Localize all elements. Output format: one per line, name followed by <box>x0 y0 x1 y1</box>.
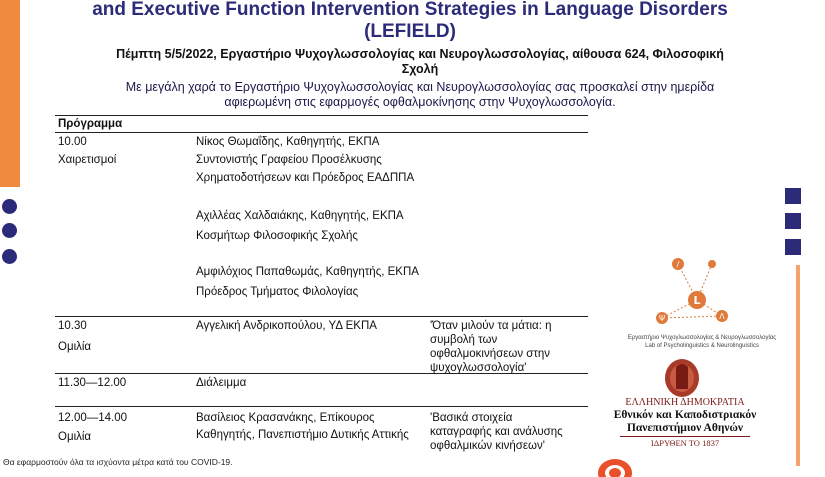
bullet-dot-3 <box>2 249 17 264</box>
bullet-dot-2 <box>2 223 17 238</box>
university-divider <box>620 436 750 437</box>
topic-row-2-line-2: συμβολή των <box>430 334 498 346</box>
university-line-2: Εθνικόν και Καποδιστριακόν <box>613 409 757 421</box>
university-seal-icon <box>662 357 702 399</box>
speaker-3-line-1: Αμφιλόχιος Παπαθωμάς, Καθηγητής, ΕΚΠΑ <box>196 266 419 278</box>
speaker-row-2: Αγγελική Ανδρικοπούλου, ΥΔ ΕΚΠΑ <box>196 320 377 332</box>
type-row-1: Χαιρετισμοί <box>58 154 117 166</box>
university-line-1: ΕΛΛΗΝΙΚΗ ΔΗΜΟΚΡΑΤΙΑ <box>625 397 745 408</box>
topic-row-4-line-1: 'Βασικά στοιχεία <box>430 412 513 424</box>
speaker-1-line-3: Χρηματοδοτήσεων και Πρόεδρος ΕΑΔΠΠΑ <box>196 172 415 184</box>
break-label: Διάλειμμα <box>196 377 247 389</box>
network-link-5 <box>662 316 722 318</box>
node-label-3: Ψ <box>658 314 666 323</box>
invitation-line-2: αφιερωμένη στις εφαρμογές οφθαλμοκίνησης στην Ψυχογλωσσολογία. <box>224 95 616 109</box>
event-title-line-2: (LEFIELD) <box>364 21 456 42</box>
speaker-2-line-1: Αχιλλέας Χαλδαιάκης, Καθηγητής, ΕΚΠΑ <box>196 210 404 222</box>
lab-caption-english: Lab of Psycholinguistics & Neurolinguistics <box>645 343 759 349</box>
lab-network-logo <box>640 248 764 338</box>
topic-row-2-line-1: 'Όταν μιλούν τα μάτια: η <box>430 320 552 332</box>
type-row-4: Ομιλία <box>58 431 92 443</box>
university-name-block <box>600 397 770 448</box>
table-row-rule-3 <box>55 406 588 407</box>
bullet-dot-1 <box>2 199 17 214</box>
speaker-2-line-2: Κοσμήτωρ Φιλοσοφικής Σχολής <box>196 230 358 242</box>
speaker-3-line-2: Πρόεδρος Τμήματος Φιλολογίας <box>196 286 359 298</box>
event-date-line-2: Σχολή <box>401 62 439 76</box>
speaker-1-line-1: Νίκος Θωμαΐδης, Καθηγητής, ΕΚΠΑ <box>196 136 380 148</box>
time-row-4: 12.00—14.00 <box>58 412 128 424</box>
event-title-line-1: and Executive Function Intervention Strategies in Language Disorders <box>92 0 728 20</box>
table-top-rule <box>55 115 588 116</box>
topic-row-4-line-2: καταγραφής και ανάλυσης <box>430 426 563 438</box>
square-marker-1 <box>785 188 801 204</box>
university-founded: ΙΔΡΥΘΕΝ ΤΟ 1837 <box>650 438 720 448</box>
topic-row-2-line-3: οφθαλμοκινήσεων στην <box>430 348 551 360</box>
node-label-4: Λ <box>719 312 725 321</box>
square-marker-3 <box>785 239 801 255</box>
network-node-2 <box>708 260 716 268</box>
time-row-2: 10.30 <box>58 320 87 332</box>
node-label-1: / <box>676 260 680 269</box>
university-line-3: Πανεπιστήμιον Αθηνών <box>626 422 744 434</box>
speaker-1-line-2: Συντονιστής Γραφείου Προσέλκυσης <box>196 154 382 166</box>
partner-logo-icon <box>596 457 634 477</box>
event-date-line-1: Πέμπτη 5/5/2022, Εργαστήριο Ψυχογλωσσολογίας και Νευρογλωσσολογίας, αίθουσα 624, Φιλοσοφική <box>116 47 724 61</box>
right-accent-bar <box>796 265 800 466</box>
time-row-1: 10.00 <box>58 136 87 148</box>
program-heading: Πρόγραμμα <box>58 118 123 130</box>
type-row-2: Ομιλία <box>58 341 92 353</box>
lab-caption-greek: Εργαστήριο Ψυχογλωσσολογίας & Νευρογλωσσολογίας <box>627 335 777 341</box>
speaker-row-4-line-2: Καθηγητής, Πανεπιστήμιο Δυτικής Αττικής <box>196 429 409 441</box>
covid-notice: Θα εφαρμοστούν όλα τα ισχύοντα μέτρα κατά του COVID-19. <box>3 457 233 467</box>
topic-row-2-line-4: ψυχογλωσσολογία' <box>430 362 527 374</box>
time-row-3: 11.30—12.00 <box>58 377 127 389</box>
node-label-center: L <box>693 294 701 307</box>
left-accent-bar <box>0 0 20 187</box>
speaker-row-4-line-1: Βασίλειος Κρασανάκης, Επίκουρος <box>196 412 375 424</box>
lab-logo-caption <box>612 334 792 350</box>
invitation-line-1: Με μεγάλη χαρά το Εργαστήριο Ψυχογλωσσολογίας και Νευρογλωσσολογίας σας προσκαλεί στην ημερίδα <box>125 80 715 94</box>
topic-row-4-line-3: οφθαλμικών κινήσεων' <box>430 440 545 452</box>
square-marker-2 <box>785 213 801 229</box>
